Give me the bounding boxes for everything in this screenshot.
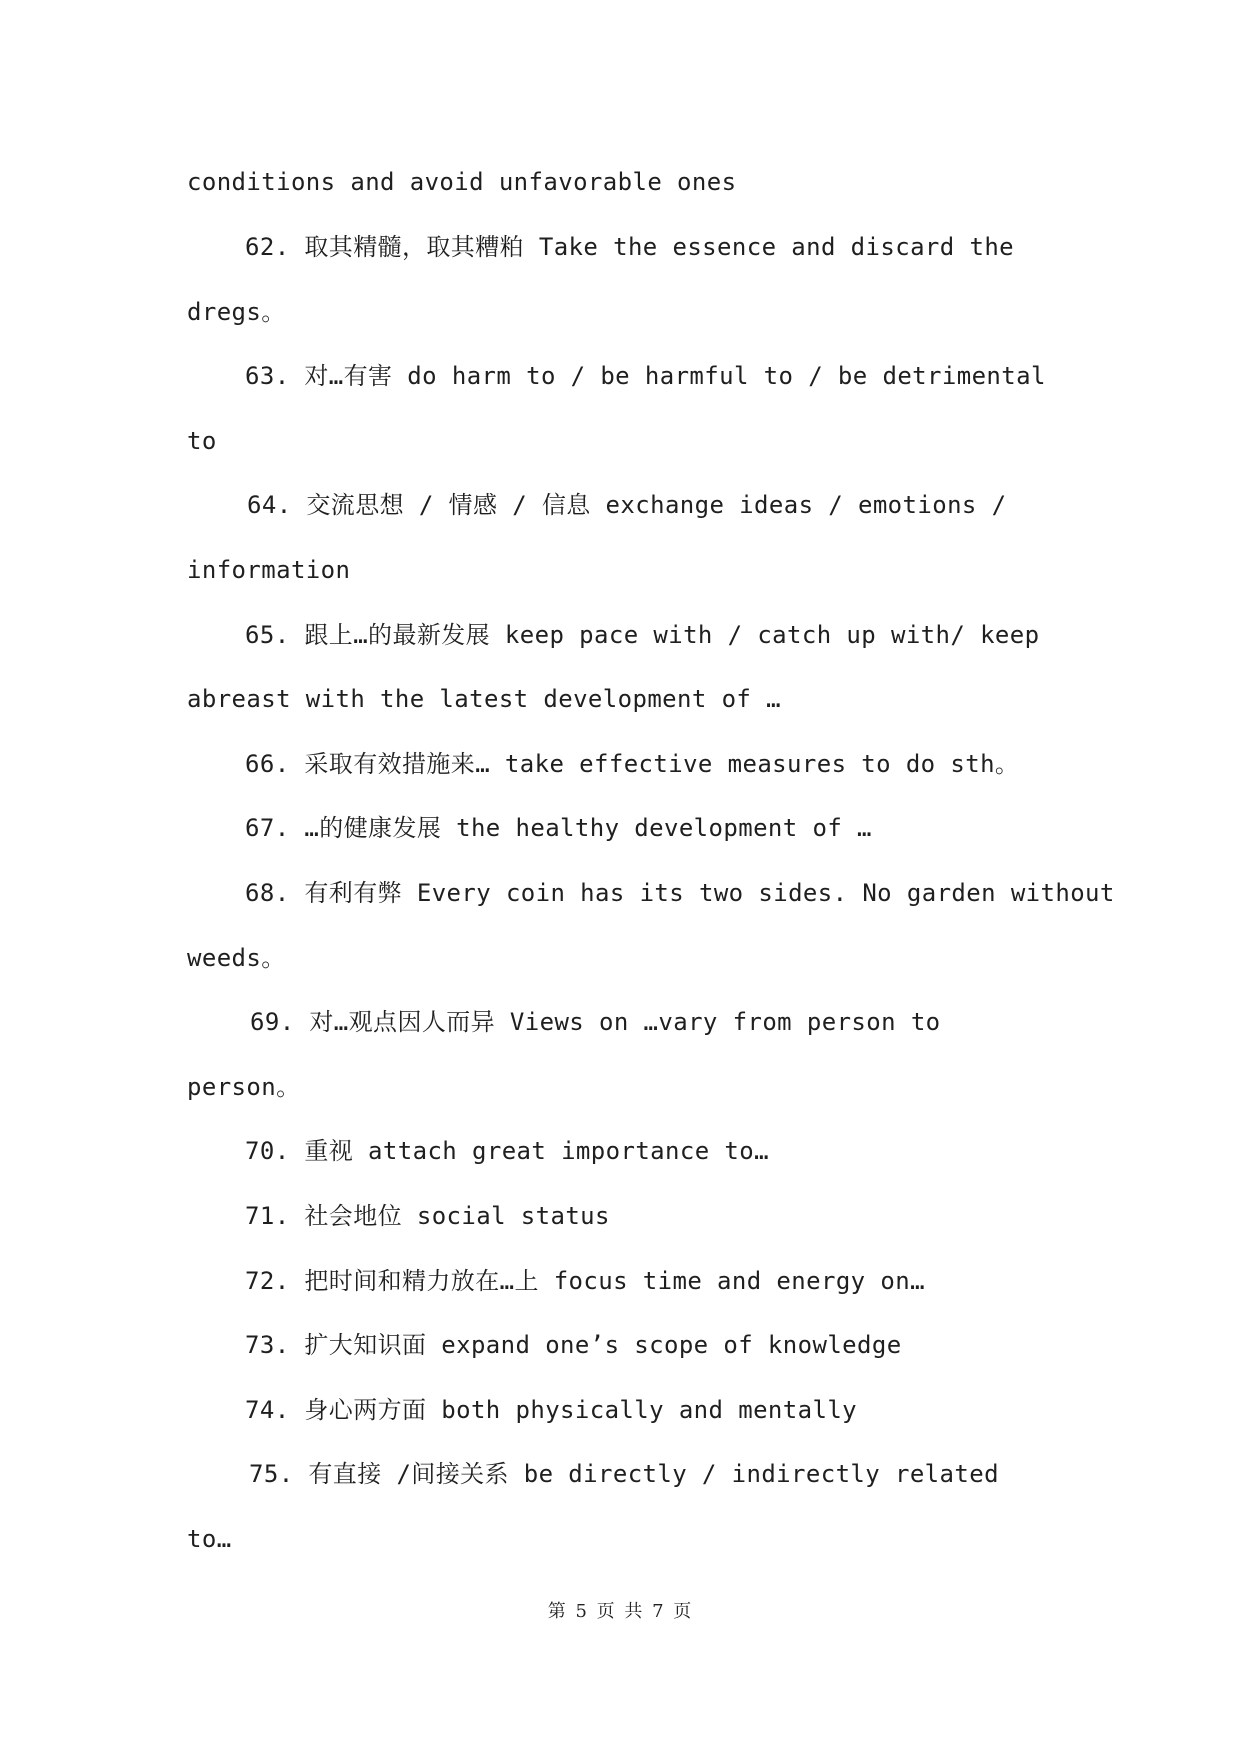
text-line: to bbox=[187, 427, 217, 455]
phrase-item-74: 74. 身心两方面 both physically and mentally bbox=[245, 1396, 858, 1424]
phrase-item-69: 69. 对…观点因人而异 Views on …vary from person to bbox=[250, 1008, 941, 1036]
phrase-item-67: 67. …的健康发展 the healthy development of … bbox=[245, 814, 872, 842]
phrase-item-64: 64. 交流思想 / 情感 / 信息 exchange ideas / emotions / bbox=[247, 491, 1007, 519]
text-line: person。 bbox=[187, 1073, 301, 1101]
phrase-item-70: 70. 重视 attach great importance to… bbox=[245, 1137, 769, 1165]
text-line: conditions and avoid unfavorable ones bbox=[187, 168, 737, 196]
phrase-item-68: 68. 有利有弊 Every coin has its two sides. No garden without bbox=[245, 879, 1115, 907]
text-line: dregs。 bbox=[187, 298, 286, 326]
phrase-item-66: 66. 采取有效措施来… take effective measures to do sth。 bbox=[245, 750, 1020, 778]
phrase-item-73: 73. 扩大知识面 expand one’s scope of knowledge bbox=[245, 1331, 902, 1359]
text-line: abreast with the latest development of … bbox=[187, 685, 781, 713]
phrase-item-63: 63. 对…有害 do harm to / be harmful to / be detrimental bbox=[245, 362, 1046, 390]
phrase-item-75: 75. 有直接 /间接关系 be directly / indirectly related bbox=[249, 1460, 999, 1488]
text-line: to… bbox=[187, 1525, 232, 1553]
page-number-footer: 第 5 页 共 7 页 bbox=[547, 1601, 694, 1622]
phrase-item-72: 72. 把时间和精力放在…上 focus time and energy on… bbox=[245, 1267, 925, 1295]
text-line: information bbox=[187, 556, 351, 584]
phrase-item-71: 71. 社会地位 social status bbox=[245, 1202, 610, 1230]
phrase-item-65: 65. 跟上…的最新发展 keep pace with / catch up with/ keep bbox=[245, 621, 1040, 649]
phrase-item-62: 62. 取其精髓，取其糟粕 Take the essence and discard the bbox=[245, 233, 1015, 261]
text-line: weeds。 bbox=[187, 944, 286, 972]
